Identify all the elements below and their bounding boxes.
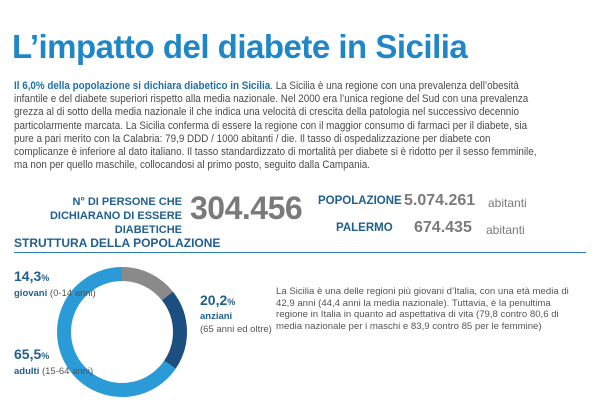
young-percent [14, 268, 49, 284]
elderly-percent [200, 292, 235, 308]
palermo-unit: abitanti [486, 223, 525, 237]
adults-percent-sign: % [41, 351, 50, 361]
intro-paragraph [14, 80, 546, 172]
elderly-range: (65 anni ed oltre) [200, 324, 272, 335]
young-group [14, 288, 96, 299]
elderly-label: anziani [200, 311, 233, 322]
elderly-label-wrap [200, 311, 232, 322]
population-label: POPOLAZIONE [318, 195, 402, 207]
palermo-value: 674.435 [414, 219, 472, 236]
young-range: (0-14 anni) [49, 288, 96, 299]
population-donut-chart [54, 264, 190, 400]
elderly-percent-sign: % [227, 297, 236, 307]
population-value: 5.074.261 [404, 192, 476, 209]
page-title: L’impatto del diabete in Sicilia [12, 28, 468, 65]
structure-title: STRUTTURA DELLA POPOLAZIONE [14, 236, 221, 250]
adults-percent [14, 346, 49, 362]
adults-label: adulti [14, 366, 40, 377]
young-label: giovani [14, 288, 48, 299]
palermo-label: PALERMO [336, 222, 393, 234]
intro-lead: Il 6,0% della popolazione si dichiara diabetico in Sicilia [14, 80, 271, 92]
young-percent-sign: % [41, 273, 50, 283]
adults-range: (15-64 anni) [41, 366, 94, 377]
population-unit: abitanti [488, 196, 527, 210]
intro-body: . La Sicilia è una regione con una prevalenza dell’obesità infantile e del diabete superiori rispetto alla media nazionale. Nel 2000 era l’unica regione del Sud con una prevalenza grezza al di sotto della media nazionale il che indica una velocità di crescita della patologia nel successivo decennio particolarmente marcata. La Sicilia conferma di essere la regione con il maggior consumo di farmaci per il diabete, sia pure a pari merito con la Calabria: 79,9 DDD / 1000 abitanti / die. Il tasso di ospedalizzazione per diabete con complicanze è inferiore al dato italiano. Il tasso standardizzato di mortalità per diabete si è ridotto per il sesso femminile, ma non per quello maschile, collocandosi al primo posto, seguito dalla Campania. [14, 80, 537, 172]
structure-description: La Sicilia è una delle regioni più giovani d’Italia, con una età media di 42,9 anni (44,4 anni la media nazionale). Tuttavia, è la penultima regione in Italia in quanto ad aspettativa di vita (79,8 contro 80,6 di media nazionale per i maschi e 83,9 contro 85 per le femmine) [276, 286, 569, 332]
elderly-percent-value: 20,2 [200, 292, 228, 308]
diabetic-count-value: 304.456 [190, 190, 303, 226]
young-percent-value: 14,3 [14, 268, 42, 284]
section-divider [14, 252, 586, 253]
adults-group [14, 366, 93, 377]
diabetic-count-label: N° DI PERSONE CHE DICHIARANO DI ESSERE DIABETICHE [49, 196, 182, 236]
adults-percent-value: 65,5 [14, 346, 42, 362]
